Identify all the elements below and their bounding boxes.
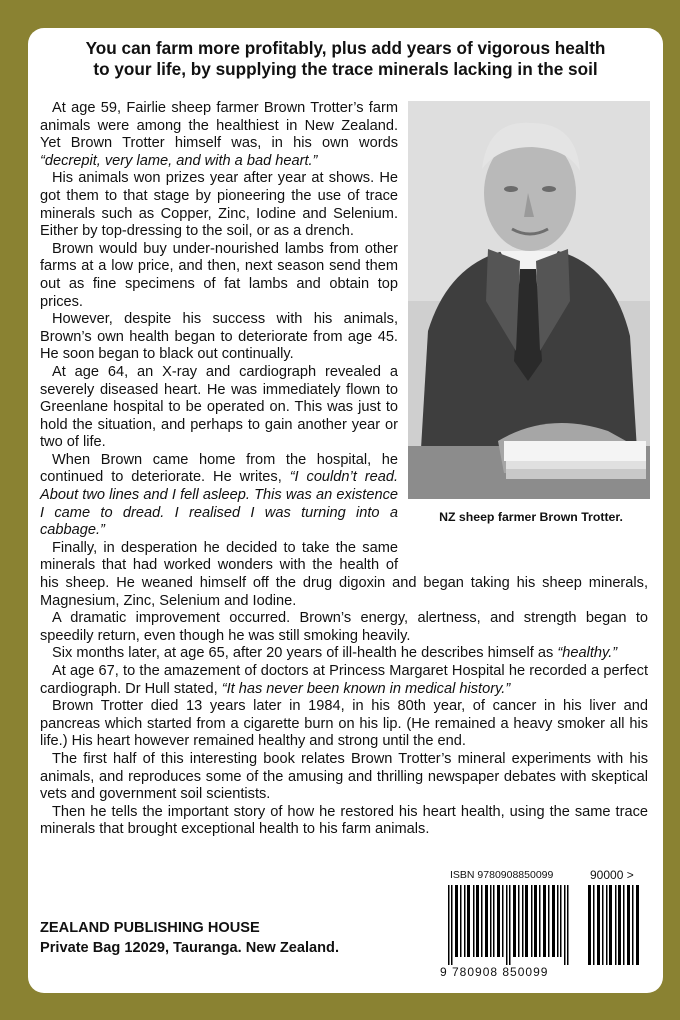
paragraph-9-quote: “healthy.” bbox=[557, 645, 618, 662]
paragraph-7: Finally, in desperation he decided to take the same minerals that had worked wonders with the health of his sheep. He weaned himself off the drug digoxin and began taking his sheep minerals, Magnesium, Zinc, Selenium and Iodine. bbox=[40, 539, 648, 609]
paragraph-1-quote: “decrepit, very lame, and with a bad heart.” bbox=[40, 152, 318, 169]
paragraph-4: However, despite his success with his animals, Brown’s own health began to deteriorate from age 45. He soon began to black out continually. bbox=[40, 311, 398, 363]
body-text bbox=[40, 100, 648, 839]
paragraph-10-quote: “It has never been known in medical history.” bbox=[221, 680, 511, 697]
paragraph-10 bbox=[40, 663, 648, 698]
isbn-label: ISBN 9780908850099 bbox=[450, 869, 554, 881]
paragraph-9 bbox=[40, 645, 648, 663]
barcode-block bbox=[428, 863, 650, 983]
paragraph-6-quote: “I couldn’t read. About two lines and I fell asleep. This was an existence I came to dread. I realised I was turning into a cabbage.” bbox=[40, 469, 398, 539]
paragraph-5: At age 64, an X-ray and cardiograph revealed a severely diseased heart. He was immediately flown to Greenlane hospital to be operated on. This was just to hold the situation, and perhaps to gain another year or two of life. bbox=[40, 363, 398, 451]
headline-line-1: You can farm more profitably, plus add years of vigorous health bbox=[85, 38, 606, 58]
paragraph-6-text: When Brown came home from the hospital, he continued to deteriorate. He writes, bbox=[40, 451, 398, 486]
photo-spacer bbox=[398, 100, 648, 558]
paragraph-1-text: At age 59, Fairlie sheep farmer Brown Trotter’s farm animals were among the healthiest in New Zealand. Yet Brown Trotter himself was, in his own words bbox=[40, 100, 398, 152]
publisher-name: ZEALAND PUBLISHING HOUSE bbox=[40, 920, 260, 936]
barcode-digits: 9 780908 850099 bbox=[440, 965, 549, 979]
paragraph-11: Brown Trotter died 13 years later in 1984, in his 80th year, of cancer in his liver and pancreas which started from a cigarette burn on his lip. (He remained a heavy smoker all his life.) His heart however remained healthy and strong until the end. bbox=[40, 698, 648, 750]
paragraph-9-text: Six months later, at age 65, after 20 years of ill-health he describes himself as bbox=[52, 645, 558, 662]
paragraph-3: Brown would buy under-nourished lambs from other farms at a low price, and then, next season send them out as fine specimens of fat lambs and obtain top prices. bbox=[40, 240, 398, 310]
headline bbox=[38, 38, 653, 80]
headline-line-2: to your life, by supplying the trace minerals lacking in the soil bbox=[93, 59, 598, 79]
photo-caption: NZ sheep farmer Brown Trotter. bbox=[439, 510, 623, 524]
price-barcode bbox=[588, 885, 640, 965]
paragraph-13: Then he tells the important story of how he restored his heart health, using the same trace minerals that brought exceptional health to his farm animals. bbox=[40, 803, 648, 838]
back-cover-panel bbox=[28, 28, 663, 993]
publisher-address: Private Bag 12029, Tauranga. New Zealand. bbox=[40, 940, 340, 956]
paragraph-2: His animals won prizes year after year at shows. He got them to that stage by pioneering the use of trace minerals such as Copper, Zinc, Iodine and Selenium. Either by top-dressing to the soil, or as a drench. bbox=[40, 170, 398, 240]
paragraph-8: A dramatic improvement occurred. Brown’s energy, alertness, and strength began to speedily return, even though he was still smoking heavily. bbox=[40, 610, 648, 644]
paragraph-12: The first half of this interesting book relates Brown Trotter’s mineral experiments with his animals, and reproduces some of the amusing and thrilling newspaper debates with skeptical vets and government soil scientists. bbox=[40, 750, 648, 803]
paragraph-10-text: At age 67, to the amazement of doctors at Princess Margaret Hospital he recorded a perfect cardiograph. Dr Hull stated, bbox=[40, 663, 648, 697]
publisher-block bbox=[40, 918, 339, 958]
ean-barcode bbox=[448, 885, 578, 965]
price-code: 90000 > bbox=[590, 868, 634, 882]
